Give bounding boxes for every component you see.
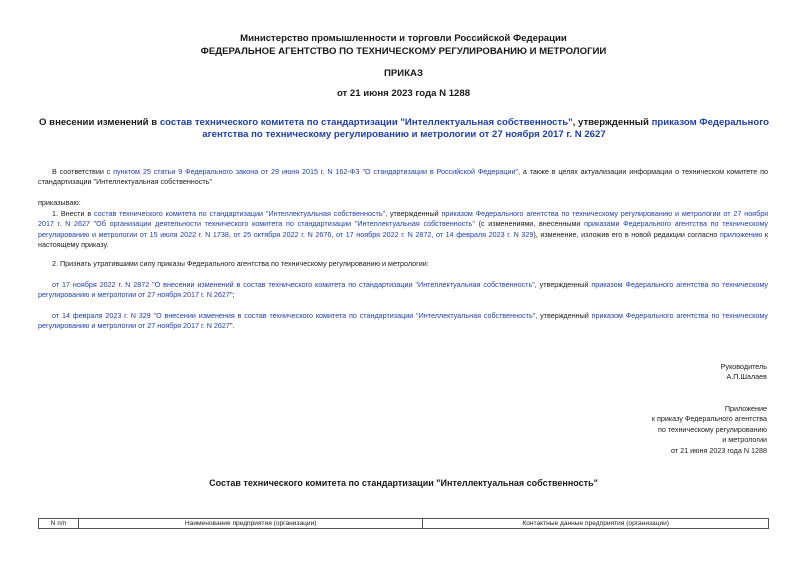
repeal1-link-order-2872[interactable]: от 17 ноября 2022 г. N 2872 "О внесении изменений в состав технического комитета по стандартизации "Интеллектуальная собственность" — [52, 280, 535, 289]
document-type: ПРИКАЗ — [384, 68, 423, 79]
repeal-1-paragraph — [38, 280, 768, 301]
table-header-row — [39, 519, 769, 529]
title-link-committee[interactable]: состав технического комитета по стандартизации "Интеллектуальная собственность" — [159, 117, 573, 128]
item1-text-4: ), изменение, изложив его в новой редакции согласно — [533, 229, 720, 239]
signatory-position: Руководитель — [720, 362, 767, 371]
preamble-paragraph — [38, 167, 768, 188]
signature-block — [721, 362, 767, 383]
title-prefix: О внесении изменений в — [39, 117, 160, 128]
preamble-link-law[interactable]: пунктом 25 статьи 9 Федерального закона от 29 июня 2015 г. N 162-ФЗ "О стандартизации в Российской Федерации" — [113, 167, 519, 176]
annex-line-2: по техническому регулированию — [657, 424, 767, 434]
item1-text-1: 1. Внести в — [52, 209, 94, 218]
repeal2-link-order-2627[interactable]: приказом Федерального агентства по техническому регулированию и метрологии от 27 ноября 2017 г. N 2627 — [38, 311, 768, 331]
table-header-contacts: Контактные данные предприятия (организации) — [423, 519, 769, 529]
document-title — [34, 117, 774, 141]
annex-line-3: и метрологии — [722, 435, 767, 445]
table-header-organization: Наименование предприятия (организации) — [78, 519, 423, 529]
ministry-name: Министерство промышленности и торговли Российской Федерации — [240, 33, 567, 44]
order-word: приказываю: — [38, 198, 81, 207]
annex-line-1: к приказу Федерального агентства — [651, 414, 767, 424]
item1-link-amending-orders[interactable]: приказами Федерального агентства по техническому регулированию и метрологии от 15 июля 2022 г. N 1738, от 25 октября 2022 г. N 2676, от 17 ноября 2022 г. N 2872, от 14 февраля 2023 г. N 329 — [38, 219, 769, 239]
item1-link-committee[interactable]: состав технического комитета по стандартизации "Интеллектуальная собственность" — [93, 209, 386, 218]
table-header-number: N п/п — [39, 519, 79, 529]
composition-table — [38, 518, 769, 529]
composition-title: Состав технического комитета по стандартизации "Интеллектуальная собственность" — [209, 478, 598, 488]
item-2-paragraph: 2. Признать утратившими силу приказы Федерального агентства по техническому регулированию и метрологии: — [52, 259, 429, 268]
preamble-text-2: , а также в целях актуализации информации о техническом комитете по стандартизации "Интеллектуальная собственность" — [38, 167, 768, 187]
repeal1-text-2: "; — [229, 290, 235, 300]
item1-text-5: к настоящему приказу. — [38, 229, 768, 250]
repeal-2-paragraph — [38, 311, 768, 332]
repeal2-link-order-329[interactable]: от 14 февраля 2023 г. N 329 "О внесении изменения в состав технического комитета по стандартизации "Интеллектуальная собственность" — [52, 311, 536, 320]
title-mid: , утвержденный — [572, 117, 652, 128]
repeal2-text-2: ". — [229, 321, 235, 331]
title-link-order[interactable]: приказом Федерального агентства по техническому регулированию и метрологии от 27 ноября 2017 г. N 2627 — [202, 117, 769, 140]
document-date-number: от 21 июня 2023 года N 1288 — [336, 88, 471, 99]
preamble-text-1: В соответствии с — [52, 167, 114, 176]
annex-block — [652, 404, 767, 456]
annex-label: Приложение — [724, 404, 767, 413]
item1-link-annex[interactable]: приложению — [719, 229, 763, 239]
agency-name: ФЕДЕРАЛЬНОЕ АГЕНТСТВО ПО ТЕХНИЧЕСКОМУ РЕГУЛИРОВАНИЮ И МЕТРОЛОГИИ — [200, 46, 607, 57]
item1-text-3: (с изменениями, внесенными — [474, 219, 585, 229]
repeal1-text-1: , утвержденный — [534, 280, 592, 289]
annex-line-4: от 21 июня 2023 года N 1288 — [670, 445, 767, 455]
repeal2-text-1: , утвержденный — [535, 311, 592, 320]
item1-text-2: , утвержденный — [385, 209, 442, 218]
item-1-paragraph — [38, 209, 768, 251]
item1-link-order-2627[interactable]: приказом Федерального агентства по техническому регулированию и метрологии от 27 ноября 2017 г. N 2627 "Об организации деятельности технического комитета по стандартизации "Интеллектуальная собственность" — [38, 209, 769, 229]
repeal1-link-order-2627[interactable]: приказом Федерального агентства по техническому регулированию и метрологии от 27 ноября 2017 г. N 2627 — [38, 280, 768, 300]
signatory-name: А.П.Шалаев — [726, 372, 767, 382]
